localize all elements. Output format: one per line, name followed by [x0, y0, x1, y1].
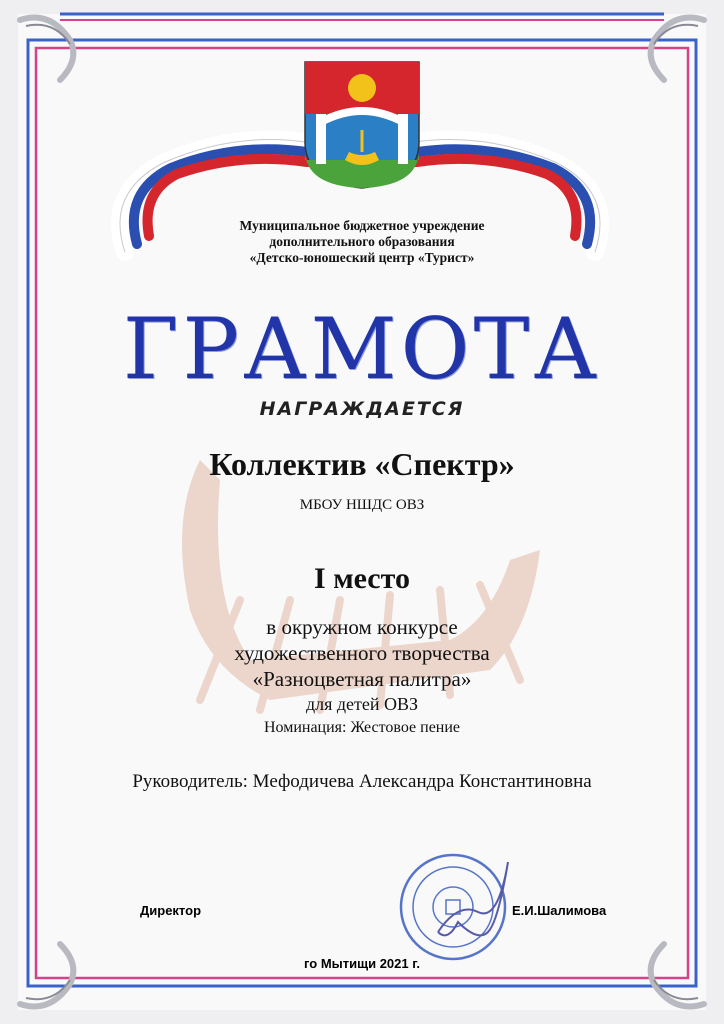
nomination-text: Номинация: Жестовое пение — [263, 719, 461, 736]
recipient-name: Коллектив «Спектр» — [209, 446, 515, 482]
school-name: МБОУ НШДС ОВЗ — [299, 497, 425, 513]
contest-line-3: «Разноцветная палитра» — [252, 667, 472, 691]
awarded-label: НАГРАЖДАЕТСЯ — [259, 398, 465, 420]
audience-text: для детей ОВЗ — [305, 694, 419, 714]
institution-line-3: «Детско-юношеский центр «Турист» — [249, 250, 475, 265]
institution-line-1: Муниципальное бюджетное учреждение — [239, 218, 485, 233]
city-date: го Мытищи 2021 г. — [304, 956, 420, 971]
contest-description — [0, 614, 724, 692]
institution-name — [0, 218, 724, 266]
contest-line-1: в окружном конкурсе — [266, 615, 458, 639]
director-label: Директор — [140, 903, 202, 918]
director-name: Е.И.Шалимова — [512, 903, 607, 918]
certificate-title: ГРАМОТА — [122, 300, 602, 398]
coat-of-arms-icon — [303, 60, 421, 190]
contest-line-2: художественного творчества — [234, 641, 490, 665]
institution-line-2: дополнительного образования — [269, 234, 455, 249]
leader-text: Руководитель: Мефодичева Александра Константиновна — [132, 771, 592, 792]
award-place: I место — [314, 562, 410, 595]
official-stamp-icon — [378, 852, 528, 962]
